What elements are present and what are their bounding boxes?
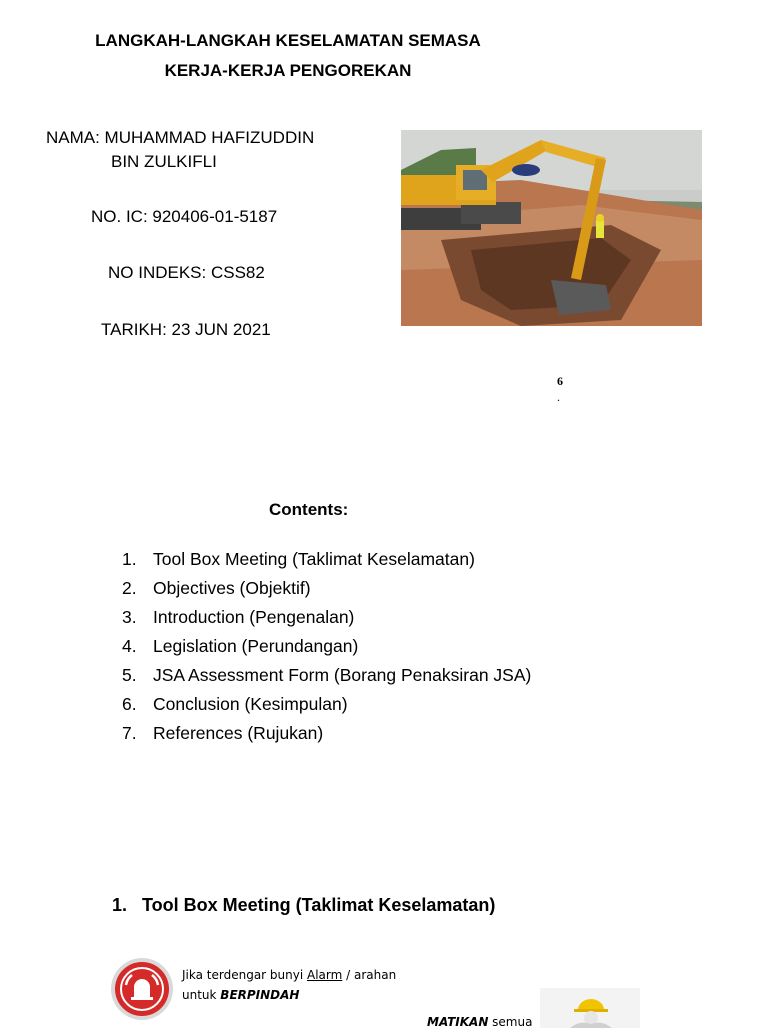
section-title: Tool Box Meeting (Taklimat Keselamatan) bbox=[142, 895, 496, 915]
list-item-number: 3. bbox=[122, 607, 137, 627]
dot-mark: . bbox=[557, 390, 560, 404]
list-item-number: 1. bbox=[122, 549, 137, 569]
list-item bbox=[122, 690, 531, 719]
excavator-illustration bbox=[401, 130, 702, 326]
section-heading bbox=[112, 893, 495, 917]
page-number-mark: 6 bbox=[557, 374, 563, 388]
alarm-bell-icon bbox=[110, 957, 174, 1021]
alarm-word: Alarm bbox=[307, 968, 343, 982]
index-number: NO INDEKS: CSS82 bbox=[108, 263, 265, 282]
matikan-rest: semua bbox=[488, 1015, 533, 1029]
list-item-label: Introduction (Pengenalan) bbox=[153, 607, 355, 627]
student-name-line2: BIN ZULKIFLI bbox=[111, 152, 217, 171]
berpindah-word: BERPINDAH bbox=[220, 988, 300, 1002]
hardhat-worker-icon bbox=[540, 988, 640, 1028]
matikan-word: MATIKAN bbox=[427, 1015, 489, 1029]
ic-number: NO. IC: 920406-01-5187 bbox=[91, 207, 278, 226]
list-item-label: Conclusion (Kesimpulan) bbox=[153, 694, 348, 714]
excavator-photo bbox=[401, 130, 702, 326]
document-title-line2: KERJA-KERJA PENGOREKAN bbox=[164, 61, 412, 80]
list-item bbox=[122, 632, 531, 661]
alarm-line1-suffix: / arahan bbox=[342, 968, 397, 982]
list-item-number: 5. bbox=[122, 665, 137, 685]
alarm-line2-text: untuk bbox=[182, 988, 221, 1002]
list-item-label: Legislation (Perundangan) bbox=[153, 636, 359, 656]
list-item-label: JSA Assessment Form (Borang Penaksiran JSA) bbox=[153, 665, 532, 685]
list-item-number: 2. bbox=[122, 578, 137, 598]
student-name-line1: NAMA: MUHAMMAD HAFIZUDDIN bbox=[46, 128, 315, 147]
document-title-line1: LANGKAH-LANGKAH KESELAMATAN SEMASA bbox=[95, 31, 481, 50]
list-item-label: Tool Box Meeting (Taklimat Keselamatan) bbox=[153, 549, 475, 569]
list-item-number: 4. bbox=[122, 636, 137, 656]
list-item bbox=[122, 603, 531, 632]
list-item-number: 7. bbox=[122, 723, 137, 743]
alarm-line1 bbox=[182, 965, 396, 985]
date: TARIKH: 23 JUN 2021 bbox=[101, 320, 271, 339]
list-item-number: 6. bbox=[122, 694, 137, 714]
list-item bbox=[122, 545, 531, 574]
list-item-label: References (Rujukan) bbox=[153, 723, 324, 743]
list-item bbox=[122, 719, 531, 748]
section-number: 1. bbox=[112, 895, 128, 915]
contents-list bbox=[122, 545, 531, 748]
alarm-line2 bbox=[182, 985, 396, 1005]
list-item bbox=[122, 574, 531, 603]
matikan-instruction bbox=[427, 1012, 532, 1032]
worker-svg bbox=[540, 988, 640, 1028]
alarm-line1-text: Jika terdengar bunyi bbox=[182, 968, 307, 982]
alarm-instruction bbox=[182, 965, 396, 1005]
alarm-bell-svg bbox=[110, 957, 174, 1021]
list-item-label: Objectives (Objektif) bbox=[153, 578, 311, 598]
contents-heading: Contents: bbox=[269, 500, 349, 519]
list-item bbox=[122, 661, 531, 690]
